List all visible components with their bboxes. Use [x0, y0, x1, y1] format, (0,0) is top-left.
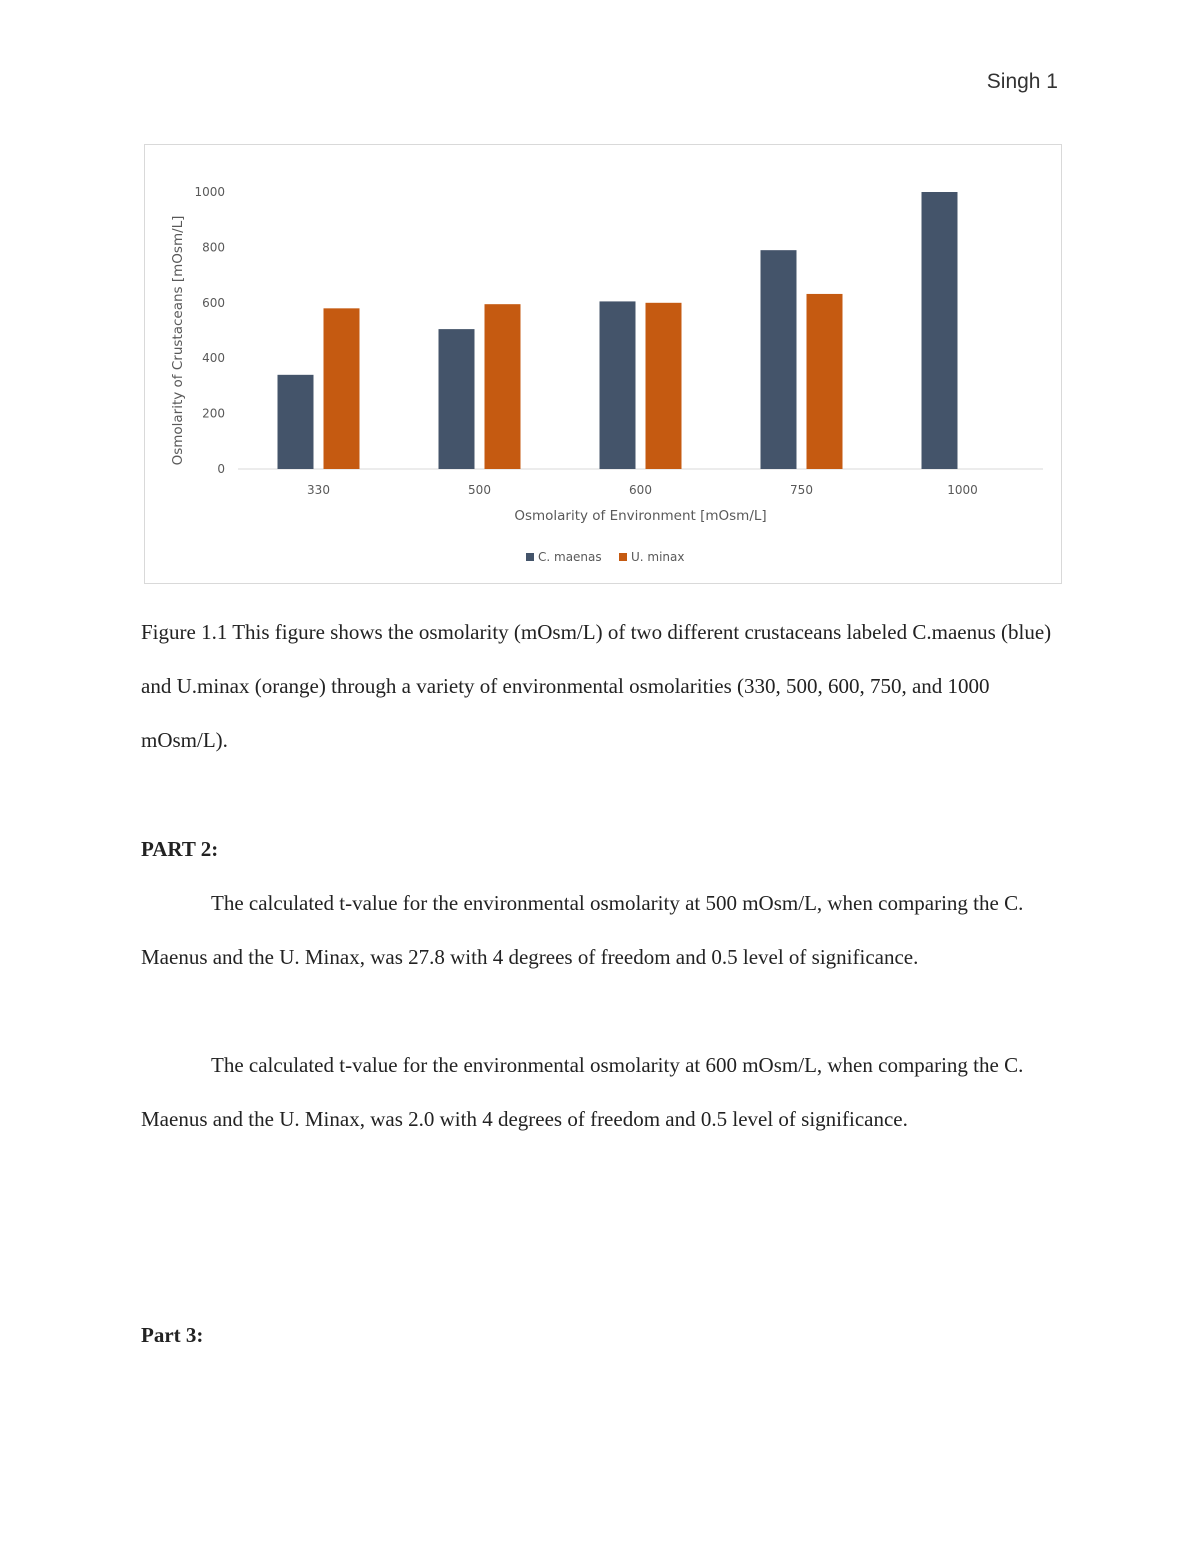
bar-u-minax-600: [646, 303, 682, 469]
legend-label: C. maenas: [538, 550, 602, 564]
y-tick-label: 400: [202, 351, 225, 366]
bar-u-minax-330: [324, 308, 360, 469]
x-tick-label: 1000: [947, 483, 978, 497]
legend-swatch-u-minax: [619, 553, 627, 561]
y-tick-label: 0: [217, 462, 225, 476]
x-tick-label: 600: [629, 483, 652, 497]
legend-swatch-c-maenas: [526, 553, 534, 561]
bar-chart: [144, 144, 1062, 584]
bar-c-maenas-330: [278, 375, 314, 469]
bar-u-minax-750: [807, 294, 843, 469]
bar-u-minax-500: [485, 304, 521, 469]
chart-svg: [145, 145, 1063, 585]
bar-c-maenas-1000: [922, 192, 958, 469]
bar-c-maenas-600: [600, 301, 636, 469]
part2-heading: PART 2:: [141, 837, 219, 861]
x-tick-label: 330: [307, 483, 330, 497]
y-tick-label: 600: [202, 295, 225, 310]
part2-paragraph-2: [141, 1038, 1071, 1146]
bar-c-maenas-750: [761, 250, 797, 469]
figure-caption: Figure 1.1 This figure shows the osmolarity (mOsm/L) of two different crustaceans labeled C.maenus (blue) and U.minax (orange) through a variety of environmental osmolarities (330, 500, 600, 750, and 1000 mOsm/L).: [141, 620, 1052, 752]
part2-paragraph-1: [141, 876, 1071, 984]
y-tick-label: 200: [202, 406, 225, 421]
part2-paragraph-2-text: The calculated t-value for the environmental osmolarity at 600 mOsm/L, when comparing the C. Maenus and the U. Minax, was 2.0 with 4 degrees of freedom and 0.5 level of significance.: [141, 1053, 1024, 1131]
x-tick-label: 500: [468, 483, 491, 497]
part2-paragraph-1-text: The calculated t-value for the environmental osmolarity at 500 mOsm/L, when comparing the C. Maenus and the U. Minax, was 27.8 with 4 degrees of freedom and 0.5 level of significance.: [141, 891, 1024, 969]
y-axis-title: Osmolarity of Crustaceans [mOsm/L]: [170, 215, 186, 466]
y-tick-label: 800: [202, 240, 225, 255]
y-tick-label: 1000: [194, 185, 225, 199]
part3-heading: Part 3:: [141, 1323, 204, 1347]
running-head: Singh 1: [986, 70, 1058, 93]
x-tick-label: 750: [790, 483, 813, 497]
x-axis-title: Osmolarity of Environment [mOsm/L]: [514, 508, 767, 524]
bar-c-maenas-500: [439, 329, 475, 469]
legend-label: U. minax: [631, 550, 685, 564]
